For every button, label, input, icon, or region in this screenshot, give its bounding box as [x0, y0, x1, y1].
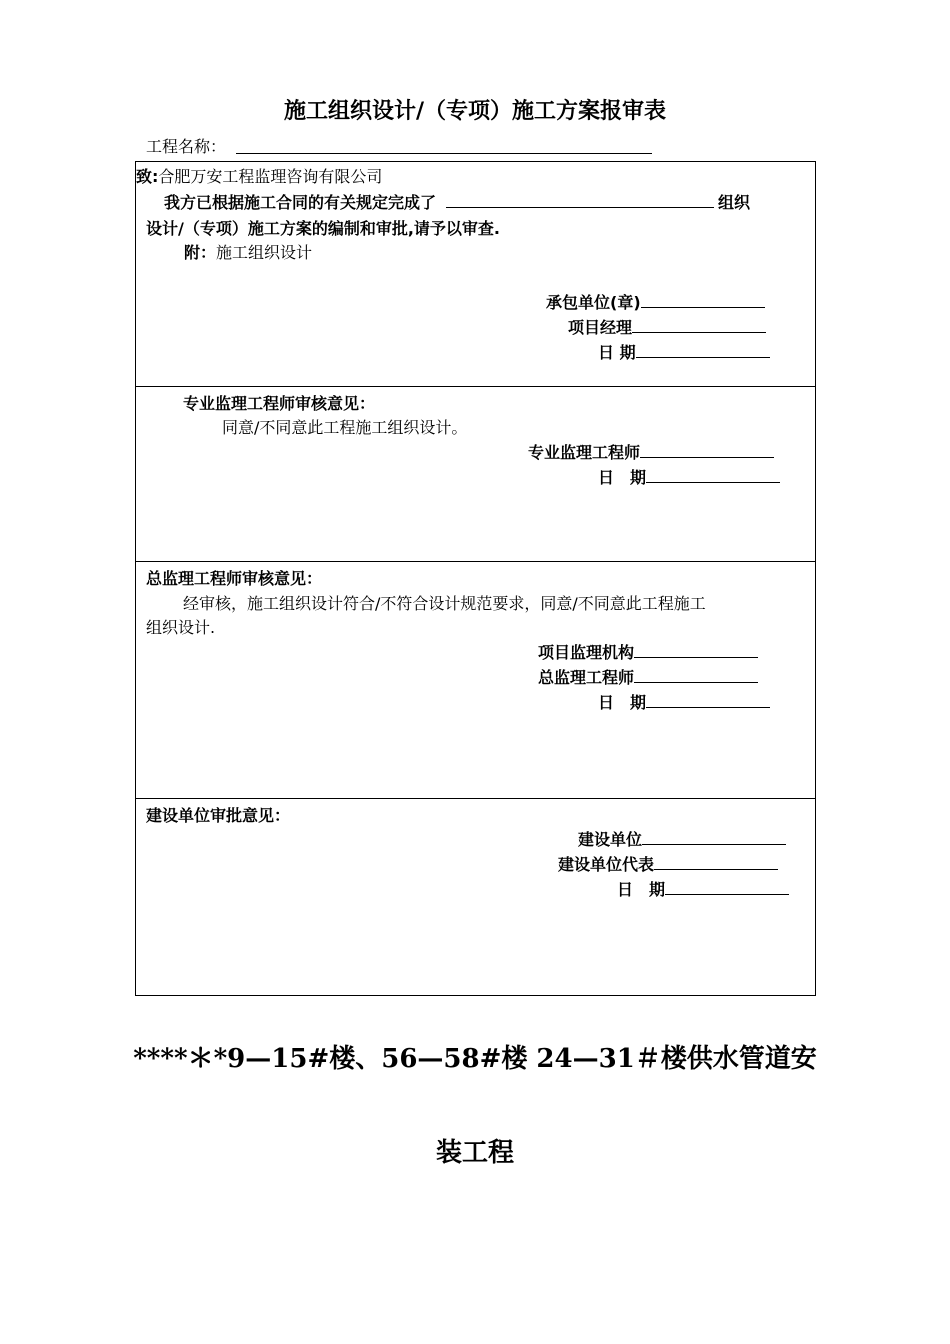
- attachment-label: 附：: [184, 243, 217, 262]
- owner-unit-sign-line: [578, 827, 786, 850]
- pm-blank[interactable]: [632, 316, 766, 333]
- date-sign-line-3: [598, 690, 770, 713]
- owner-approval-section: [135, 798, 816, 996]
- declaration-text: 我方已根据施工合同的有关规定完成了: [164, 193, 437, 212]
- owner-unit-blank[interactable]: [642, 828, 786, 845]
- project-title-line-2: 装工程: [435, 1138, 514, 1168]
- form-title: 施工组织设计/（专项）施工方案报审表: [283, 99, 667, 124]
- declaration-text-end: 组织: [718, 193, 751, 212]
- addressee-name: 合肥万安工程监理咨询有限公司: [158, 167, 383, 186]
- chief-sign-line: [538, 665, 758, 688]
- chief-review-heading: 总监理工程师审核意见：: [146, 569, 323, 588]
- engineer-opinion: 同意/不同意此工程施工组织设计。: [222, 418, 468, 437]
- date-blank-2[interactable]: [646, 466, 780, 483]
- supervision-org-sign-line: [538, 640, 758, 663]
- engineer-label: 专业监理工程师: [528, 443, 641, 462]
- pm-sign-line: [568, 315, 766, 338]
- date-blank-4[interactable]: [665, 878, 789, 895]
- declaration-line-2: 设计/（专项）施工方案的编制和审批,请予以审查.: [146, 219, 501, 238]
- date-label-4: 日 期: [617, 880, 666, 899]
- project-name-line[interactable]: [236, 153, 652, 154]
- engineer-blank[interactable]: [640, 441, 774, 458]
- chief-review-section: [135, 561, 816, 799]
- date-label-3: 日 期: [598, 693, 647, 712]
- date-sign-line-4: [617, 877, 789, 900]
- addressee-line: [136, 164, 382, 187]
- contractor-label: 承包单位(章): [546, 293, 641, 312]
- chief-blank[interactable]: [634, 666, 758, 683]
- attachment-value: 施工组织设计: [216, 243, 313, 262]
- date-label-1: 日 期: [598, 343, 636, 362]
- engineer-sign-line: [528, 440, 774, 463]
- chief-opinion-line-1: 经审核，施工组织设计符合/不符合设计规范要求，同意/不同意此工程施工: [183, 594, 706, 613]
- chief-label: 总监理工程师: [538, 668, 635, 687]
- date-blank-3[interactable]: [646, 691, 770, 708]
- owner-rep-blank[interactable]: [654, 853, 778, 870]
- date-blank-1[interactable]: [636, 341, 770, 358]
- chief-opinion-line-2: 组织设计.: [146, 618, 216, 637]
- date-sign-line-2: [598, 465, 780, 488]
- declaration-line-1: [164, 190, 750, 213]
- owner-rep-sign-line: [558, 852, 778, 875]
- addressee-prefix: 致:: [136, 167, 159, 186]
- supervision-org-label: 项目监理机构: [538, 643, 635, 662]
- project-name-label: 工程名称：: [146, 137, 227, 156]
- contractor-blank[interactable]: [641, 291, 765, 308]
- engineer-review-heading: 专业监理工程师审核意见：: [183, 394, 376, 413]
- contractor-section: [135, 161, 816, 387]
- engineer-review-section: [135, 386, 816, 562]
- attachment-line: [184, 240, 312, 263]
- pm-label: 项目经理: [568, 318, 633, 337]
- owner-rep-label: 建设单位代表: [558, 855, 655, 874]
- date-sign-line-1: [598, 340, 770, 363]
- date-label-2: 日 期: [598, 468, 647, 487]
- project-title-line-1: ****＊*9—15#楼、56—58#楼 24—31＃楼供水管道安: [133, 1044, 817, 1074]
- owner-unit-label: 建设单位: [578, 830, 643, 849]
- supervision-org-blank[interactable]: [634, 641, 758, 658]
- owner-approval-heading: 建设单位审批意见：: [146, 806, 291, 825]
- contractor-sign-line: [546, 290, 765, 313]
- design-name-blank[interactable]: [446, 191, 714, 208]
